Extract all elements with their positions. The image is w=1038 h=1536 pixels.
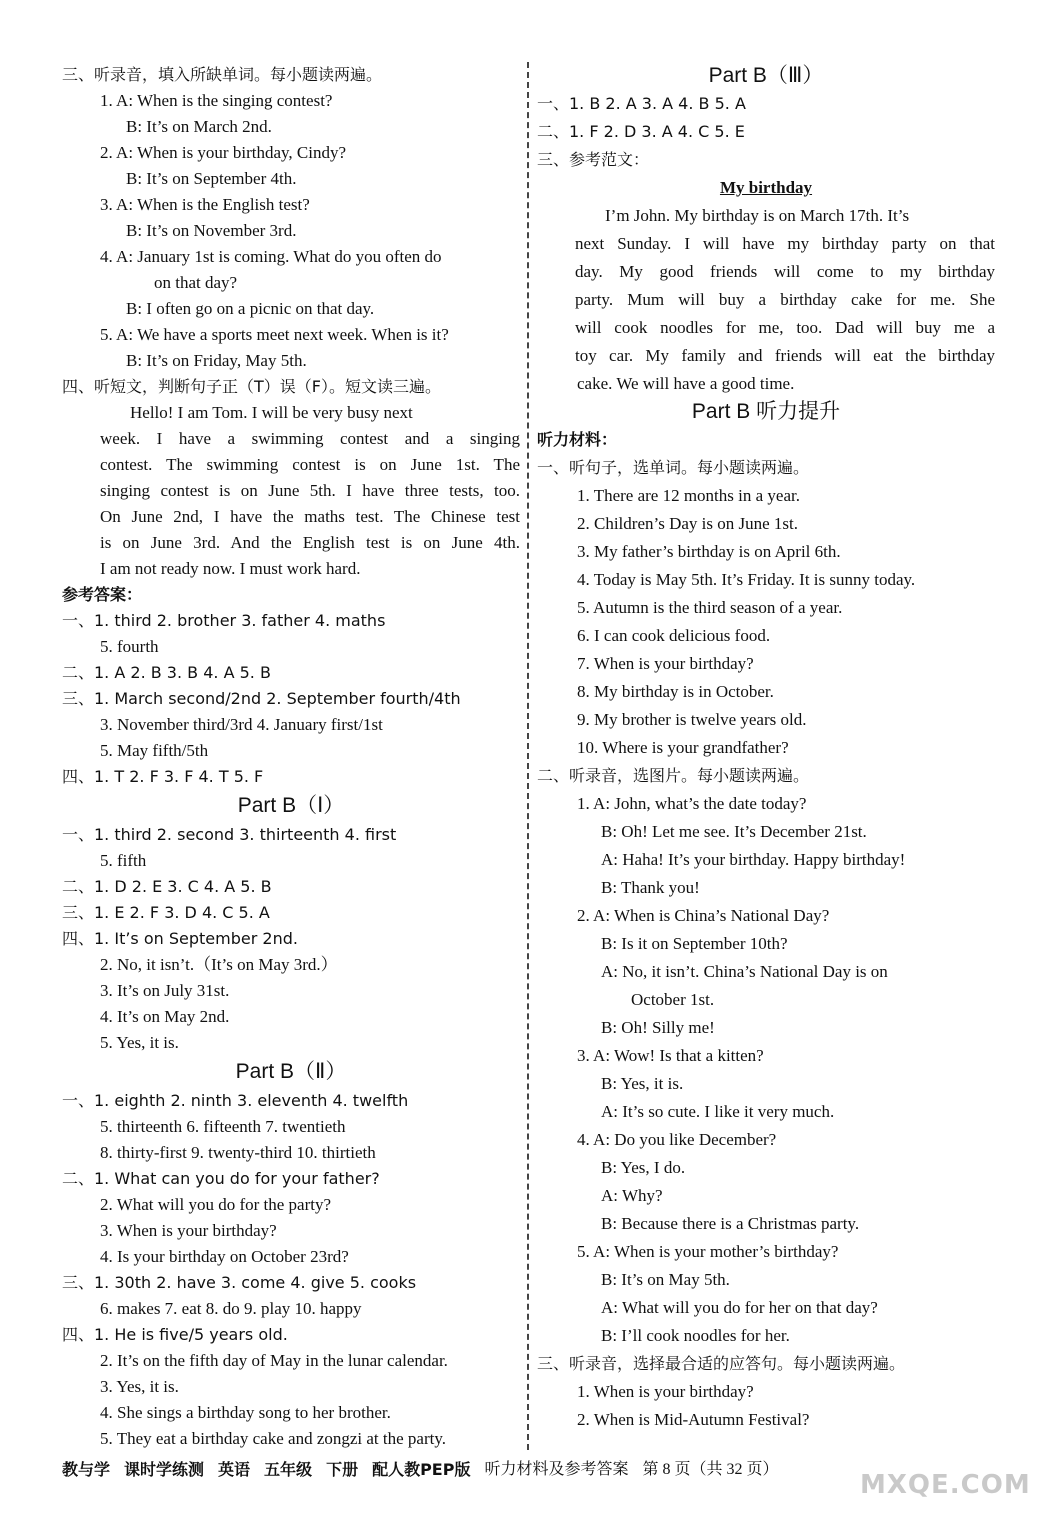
left-line: 二、1. D 2. E 3. C 4. A 5. B — [62, 877, 272, 896]
left-line: Part B（Ⅱ） — [235, 1060, 347, 1083]
footer-grade: 五年级 — [264, 1460, 313, 1479]
left-line: 2. It’s on the fifth day of May in the lunar calendar. — [100, 1351, 448, 1370]
right-line: B: It’s on May 5th. — [601, 1270, 730, 1289]
right-line: October 1st. — [631, 990, 715, 1009]
right-line: My birthday — [719, 178, 813, 197]
left-line: 三、1. 30th 2. have 3. come 4. give 5. cooks — [62, 1273, 417, 1292]
left-line: 5. A: We have a sports meet next week. When is it? — [100, 325, 449, 344]
right-line: 1. A: John, what’s the date today? — [577, 794, 807, 813]
right-line: 1. When is your birthday? — [577, 1382, 754, 1401]
footer-page-number: 第 8 页（共 32 页） — [642, 1461, 779, 1478]
left-line: 四、1. T 2. F 3. F 4. T 5. F — [62, 767, 264, 786]
right-line: cake. We will have a good time. — [577, 374, 795, 393]
right-line: B: Thank you! — [601, 878, 700, 897]
right-line: 二、听录音，选图片。每小题读两遍。 — [537, 766, 810, 785]
left-line: 3. November third/3rd 4. January first/1st — [100, 715, 383, 734]
left-line: contest. The swimming contest is on June 1st. The — [100, 455, 520, 474]
left-line: 三、1. March second/2nd 2. September fourth/4th — [62, 689, 461, 708]
right-column — [537, 62, 995, 1434]
footer-edition: 配人教PEP版 — [372, 1460, 471, 1479]
right-line: B: Oh! Silly me! — [601, 1018, 715, 1037]
left-column — [62, 62, 520, 1452]
left-line: 四、1. He is five/5 years old. — [62, 1325, 288, 1344]
right-line: B: Oh! Let me see. It’s December 21st. — [601, 822, 867, 841]
right-line: 2. Children’s Day is on June 1st. — [577, 514, 798, 533]
right-line: 4. A: Do you like December? — [577, 1130, 777, 1149]
right-line: 10. Where is your grandfather? — [577, 738, 789, 757]
left-line: 4. It’s on May 2nd. — [100, 1007, 230, 1026]
left-line: On June 2nd, I have the maths test. The Chinese test — [100, 507, 520, 526]
left-line: 4. A: January 1st is coming. What do you often do — [100, 247, 442, 266]
left-line: 5. fourth — [100, 637, 159, 656]
left-line: 6. makes 7. eat 8. do 9. play 10. happy — [100, 1299, 362, 1318]
left-line: B: It’s on Friday, May 5th. — [126, 351, 307, 370]
left-line: 5. Yes, it is. — [100, 1033, 179, 1052]
left-line: I am not ready now. I must work hard. — [100, 559, 361, 578]
left-line: is on June 3rd. And the English test is on June 4th. — [100, 533, 520, 552]
left-line: on that day? — [154, 273, 238, 292]
right-line: 3. My father’s birthday is on April 6th. — [577, 542, 841, 561]
footer-brand: 教与学 — [62, 1460, 111, 1479]
right-line: 听力材料： — [537, 430, 618, 449]
left-line: 二、1. What can you do for your father? — [62, 1169, 380, 1188]
left-line: week. I have a swimming contest and a singing — [100, 429, 520, 448]
left-line: 参考答案： — [62, 585, 143, 604]
right-line: 3. A: Wow! Is that a kitten? — [577, 1046, 764, 1065]
right-line: 5. Autumn is the third season of a year. — [577, 598, 843, 617]
left-line: B: It’s on March 2nd. — [126, 117, 272, 136]
left-line: 1. A: When is the singing contest? — [100, 91, 333, 110]
left-line: 三、听录音，填入所缺单词。每小题读两遍。 — [62, 65, 383, 84]
left-line: 一、1. eighth 2. ninth 3. eleventh 4. twelfth — [62, 1091, 409, 1110]
left-line: 3. When is your birthday? — [100, 1221, 277, 1240]
left-line: 5. thirteenth 6. fifteenth 7. twentieth — [100, 1117, 346, 1136]
watermark-logo — [860, 1470, 1031, 1530]
left-line: 5. May fifth/5th — [100, 741, 209, 760]
right-line: 三、参考范文： — [537, 150, 650, 169]
right-line: A: Why? — [601, 1186, 663, 1205]
left-line: B: I often go on a picnic on that day. — [126, 299, 375, 318]
footer-volume: 下册 — [326, 1460, 359, 1479]
right-line: 2. A: When is China’s National Day? — [577, 906, 830, 925]
page-footer — [62, 1456, 992, 1484]
right-line: B: Is it on September 10th? — [601, 934, 788, 953]
left-line: 5. They eat a birthday cake and zongzi at the party. — [100, 1429, 446, 1448]
left-line: 2. No, it isn’t.（It’s on May 3rd.） — [100, 955, 338, 974]
left-line: 2. What will you do for the party? — [100, 1195, 332, 1214]
footer-section: 听力材料及参考答案 — [484, 1461, 629, 1478]
left-line: 5. fifth — [100, 851, 147, 870]
left-line: 2. A: When is your birthday, Cindy? — [100, 143, 347, 162]
right-line: 8. My birthday is in October. — [577, 682, 774, 701]
footer-subject: 英语 — [218, 1460, 251, 1479]
right-line: 6. I can cook delicious food. — [577, 626, 771, 645]
left-line: 3. Yes, it is. — [100, 1377, 179, 1396]
left-line: Hello! I am Tom. I will be very busy next — [130, 403, 413, 422]
right-line: B: I’ll cook noodles for her. — [601, 1326, 790, 1345]
right-line: party. Mum will buy a birthday cake for me. She — [575, 290, 995, 309]
right-line: 9. My brother is twelve years old. — [577, 710, 807, 729]
left-line: B: It’s on November 3rd. — [126, 221, 297, 240]
right-line: 一、1. B 2. A 3. A 4. B 5. A — [537, 94, 746, 113]
left-line: singing contest is on June 5th. I have three tests, too. — [100, 481, 520, 500]
left-line: 3. It’s on July 31st. — [100, 981, 230, 1000]
right-line: B: Yes, it is. — [601, 1074, 684, 1093]
right-line: A: It’s so cute. I like it very much. — [601, 1102, 835, 1121]
right-line: A: Haha! It’s your birthday. Happy birthday! — [601, 850, 906, 869]
right-line: 2. When is Mid-Autumn Festival? — [577, 1410, 810, 1429]
left-line: 四、听短文，判断句子正（T）误（F）。短文读三遍。 — [62, 377, 441, 396]
left-line: 3. A: When is the English test? — [100, 195, 310, 214]
right-line: 一、听句子，选单词。每小题读两遍。 — [537, 458, 810, 477]
right-line: toy car. My family and friends will eat the birthday — [575, 346, 995, 365]
left-line: 四、1. It’s on September 2nd. — [62, 929, 298, 948]
right-line: A: What will you do for her on that day? — [601, 1298, 878, 1317]
right-line: Part B 听力提升 — [691, 400, 841, 423]
right-line: 1. There are 12 months in a year. — [577, 486, 800, 505]
left-line: 4. Is your birthday on October 23rd? — [100, 1247, 349, 1266]
right-line: day. My good friends will come to my birthday — [575, 262, 995, 281]
right-line: Part B（Ⅲ） — [708, 64, 824, 87]
watermark-text: MXQE.COM — [860, 1470, 1031, 1500]
column-divider — [527, 62, 529, 1450]
right-line: 4. Today is May 5th. It’s Friday. It is sunny today. — [577, 570, 916, 589]
left-line: 8. thirty-first 9. twenty-third 10. thirtieth — [100, 1143, 376, 1162]
right-line: 二、1. F 2. D 3. A 4. C 5. E — [537, 122, 745, 141]
left-line: 一、1. third 2. brother 3. father 4. maths — [62, 611, 386, 630]
right-line: B: Yes, I do. — [601, 1158, 686, 1177]
left-line: Part B（Ⅰ） — [237, 794, 345, 817]
right-line: A: No, it isn’t. China’s National Day is on — [601, 962, 888, 981]
left-line: 三、1. E 2. F 3. D 4. C 5. A — [62, 903, 270, 922]
footer-series: 课时学练测 — [124, 1460, 205, 1479]
right-line: I’m John. My birthday is on March 17th. It’s — [605, 206, 910, 225]
right-line: will cook noodles for me, too. Dad will buy me a — [575, 318, 995, 337]
left-line: B: It’s on September 4th. — [126, 169, 297, 188]
right-line: next Sunday. I will have my birthday party on that — [575, 234, 995, 253]
right-line: 三、听录音，选择最合适的应答句。每小题读两遍。 — [537, 1354, 906, 1373]
right-line: 7. When is your birthday? — [577, 654, 754, 673]
right-line: B: Because there is a Christmas party. — [601, 1214, 860, 1233]
right-line: 5. A: When is your mother’s birthday? — [577, 1242, 839, 1261]
left-line: 4. She sings a birthday song to her brother. — [100, 1403, 391, 1422]
left-line: 二、1. A 2. B 3. B 4. A 5. B — [62, 663, 271, 682]
left-line: 一、1. third 2. second 3. thirteenth 4. first — [62, 825, 397, 844]
